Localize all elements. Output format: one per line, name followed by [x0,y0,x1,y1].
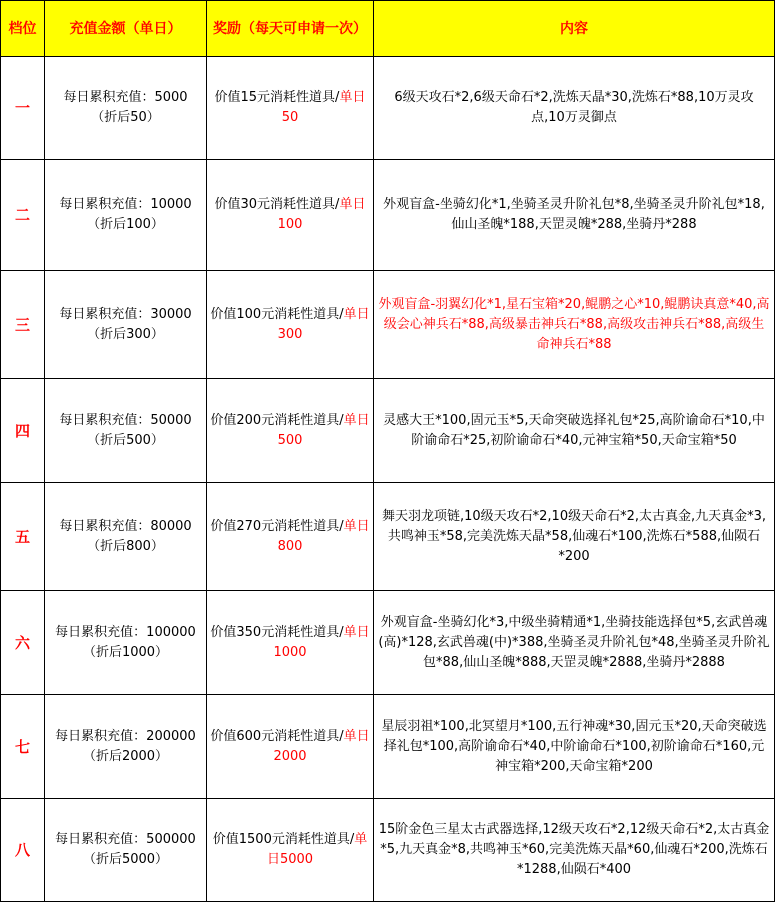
amount-discount: （折后100） [87,217,164,232]
header-content: 内容 [374,1,775,57]
content-cell: 星辰羽祖*100,北冥望月*100,五行神魂*30,固元玉*20,天命突破选择礼包*100,高阶谕命石*40,中阶谕命石*100,初阶谕命石*160,元神宝箱*200,天命宝箱*200 [374,695,775,799]
table-row [1,799,775,902]
tier-cell: 三 [1,271,45,379]
header-reward: 奖励（每天可申请一次） [207,1,374,57]
reward-cell [207,483,374,591]
reward-daily-limit: 单日2000 [273,728,370,764]
header-amount: 充值金额（单日） [45,1,207,57]
table-row [1,695,775,799]
header-row [1,1,775,57]
reward-value: 价值1500元消耗性道具/ [212,832,355,847]
amount-discount: （折后300） [87,326,164,342]
tier-cell: 八 [1,799,45,902]
amount-discount: （折后5000） [82,852,169,867]
reward-daily-limit: 单日800 [277,518,370,554]
content-cell: 外观盲盒-坐骑幻化*3,中级坐骑精通*1,坐骑技能选择包*5,玄武兽魂(高)*128,玄武兽魂(中)*388,坐骑圣灵升阶礼包*48,坐骑圣灵升阶礼包*88,仙山圣魄*888,天罡灵魄*2888,坐骑丹*2888 [374,591,775,695]
amount-discount: （折后500） [87,432,164,448]
amount-threshold: 每日累积充值：100000 [55,624,196,640]
amount-cell [45,695,207,799]
content-cell: 舞天羽龙项链,10级天攻石*2,10级天命石*2,太古真金,九天真金*3,共鸣神玉*58,完美洗炼天晶*58,仙魂石*100,洗炼石*588,仙陨石*200 [374,483,775,591]
tier-cell: 七 [1,695,45,799]
reward-cell [207,379,374,483]
reward-cell [207,799,374,902]
content-cell: 外观盲盒-坐骑幻化*1,坐骑圣灵升阶礼包*8,坐骑圣灵升阶礼包*18,仙山圣魄*188,天罡灵魄*288,坐骑丹*288 [374,160,775,271]
amount-cell [45,379,207,483]
reward-value: 价值350元消耗性道具/ [210,624,344,640]
reward-daily-limit: 单日500 [277,412,370,448]
reward-cell [207,57,374,160]
tier-cell: 六 [1,591,45,695]
reward-daily-limit: 单日50 [281,90,366,125]
tier-cell: 一 [1,57,45,160]
amount-discount: （折后50） [91,110,160,125]
amount-threshold: 每日累积充值：500000 [55,832,196,847]
reward-value: 价值15元消耗性道具/ [214,90,340,105]
reward-daily-limit: 单日100 [277,197,366,232]
table-row [1,483,775,591]
content-cell: 15阶金色三星太古武器选择,12级天攻石*2,12级天命石*2,太古真金*5,九天真金*8,共鸣神玉*60,完美洗炼天晶*60,仙魂石*200,洗炼石*1288,仙陨石*400 [374,799,775,902]
reward-value: 价值600元消耗性道具/ [210,728,344,744]
amount-threshold: 每日累积充值：80000 [59,518,192,534]
amount-discount: （折后800） [87,538,164,554]
reward-cell [207,695,374,799]
reward-daily-limit: 单日300 [277,306,370,342]
reward-value: 价值100元消耗性道具/ [210,306,344,322]
amount-cell [45,799,207,902]
table-row [1,271,775,379]
reward-daily-limit: 单日5000 [266,832,368,867]
amount-threshold: 每日累积充值：30000 [59,306,192,322]
reward-cell [207,160,374,271]
tier-cell: 五 [1,483,45,591]
table-row [1,57,775,160]
table-row [1,160,775,271]
table-row [1,591,775,695]
reward-daily-limit: 单日1000 [273,624,370,660]
amount-threshold: 每日累积充值：5000 [63,90,188,105]
reward-value: 价值270元消耗性道具/ [210,518,344,534]
amount-cell [45,271,207,379]
amount-threshold: 每日累积充值：50000 [59,412,192,428]
reward-value: 价值200元消耗性道具/ [210,412,344,428]
amount-discount: （折后1000） [82,644,169,660]
tier-cell: 四 [1,379,45,483]
amount-cell [45,591,207,695]
amount-discount: （折后2000） [82,748,169,764]
header-tier: 档位 [1,1,45,57]
reward-cell [207,591,374,695]
content-cell: 6级天攻石*2,6级天命石*2,洗炼天晶*30,洗炼石*88,10万灵攻点,10万灵御点 [374,57,775,160]
amount-cell [45,483,207,591]
amount-threshold: 每日累积充值：10000 [59,197,192,212]
tier-cell: 二 [1,160,45,271]
content-cell: 灵感大王*100,固元玉*5,天命突破选择礼包*25,高阶谕命石*10,中阶谕命石*25,初阶谕命石*40,元神宝箱*50,天命宝箱*50 [374,379,775,483]
content-cell: 外观盲盒-羽翼幻化*1,星石宝箱*20,鲲鹏之心*10,鲲鹏诀真意*40,高级会心神兵石*88,高级暴击神兵石*88,高级攻击神兵石*88,高级生命神兵石*88 [374,271,775,379]
amount-cell [45,57,207,160]
reward-value: 价值30元消耗性道具/ [214,197,340,212]
reward-cell [207,271,374,379]
table-body [1,57,775,902]
amount-threshold: 每日累积充值：200000 [55,728,196,744]
table-row [1,379,775,483]
amount-cell [45,160,207,271]
